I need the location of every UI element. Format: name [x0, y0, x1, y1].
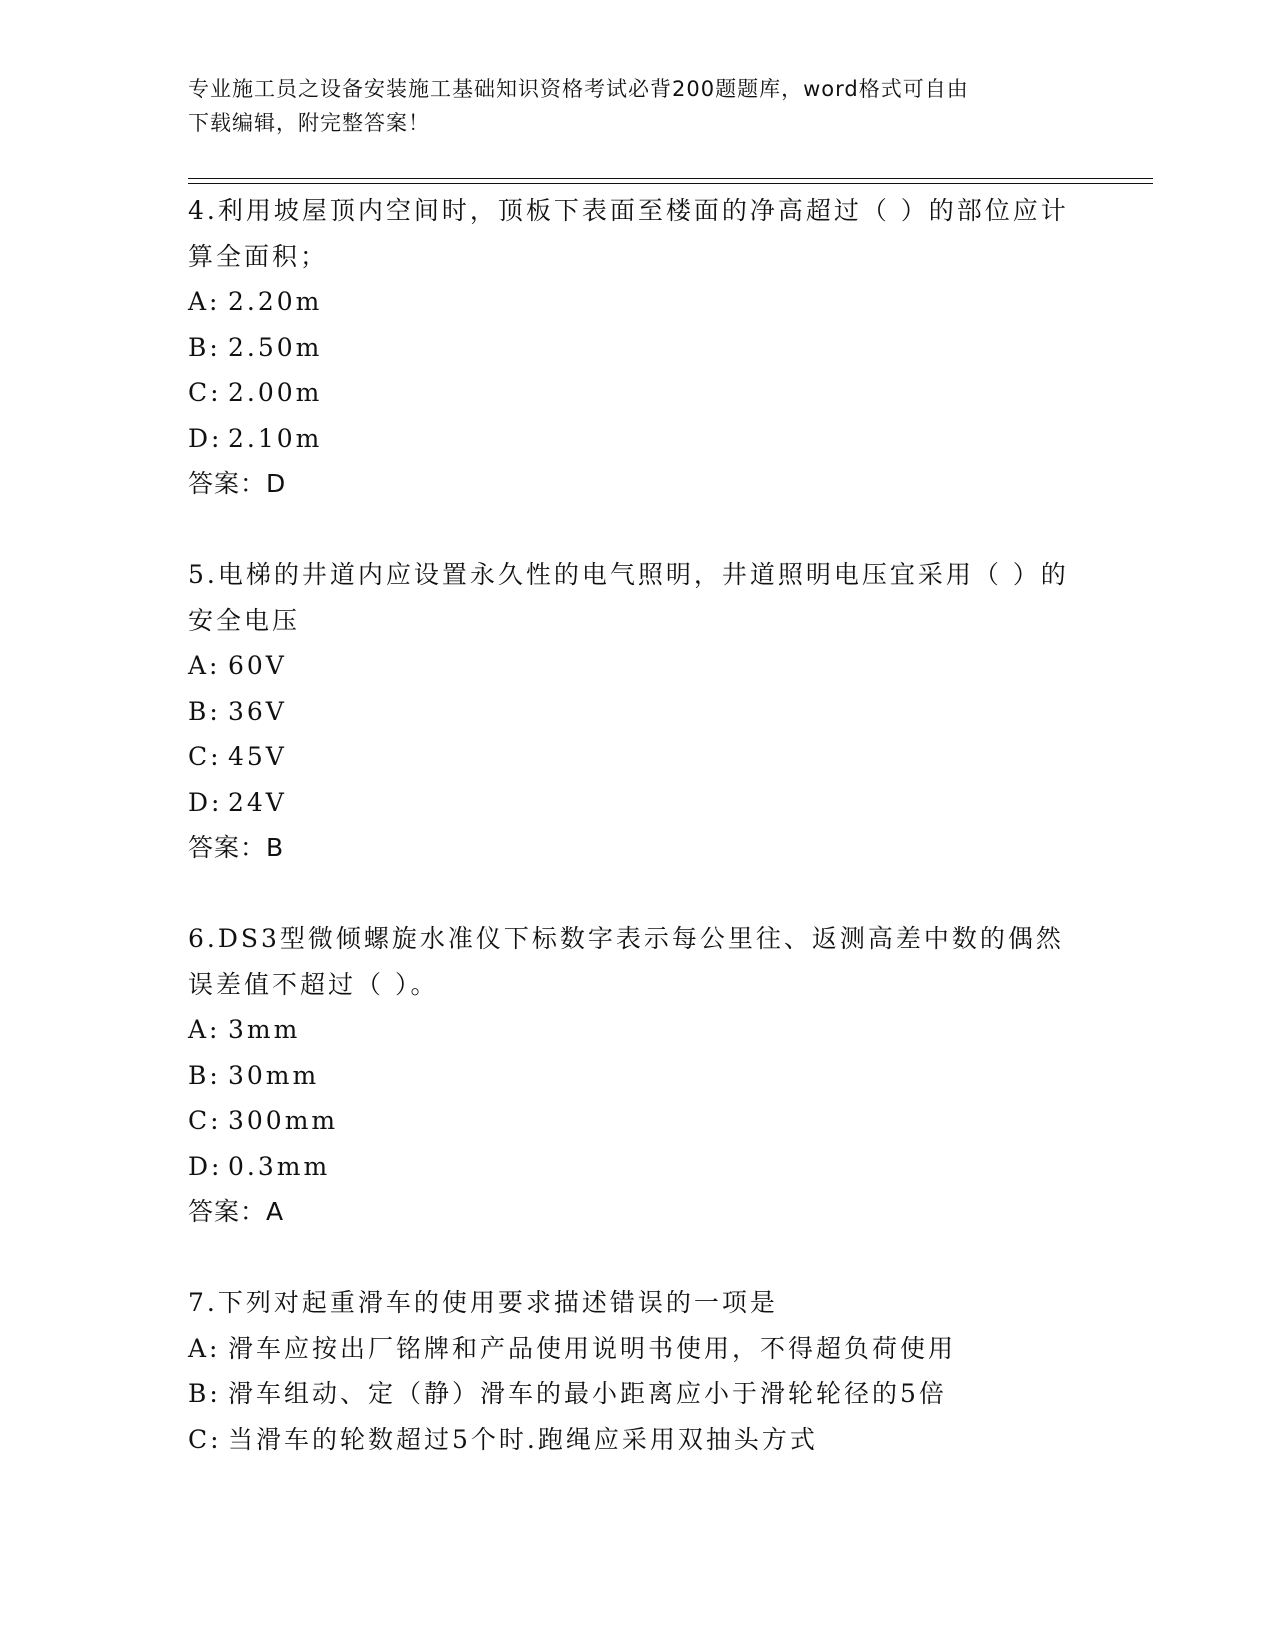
option-label: D: — [188, 787, 223, 817]
answer-line: 答案：A — [188, 1197, 285, 1226]
option-d — [188, 780, 1088, 826]
option-value: 2.50m — [228, 332, 323, 362]
question-7 — [188, 1280, 1088, 1462]
header-divider-top — [188, 178, 1153, 179]
option-value: 2.00m — [228, 378, 323, 407]
question-text: 6.DS3型微倾螺旋水准仪下标数字表示每公里往、返测高差中数的偶然误差值不超过（ ）。 — [188, 924, 1064, 999]
option-value: 2.20m — [228, 287, 323, 316]
option-value: 0.3mm — [228, 1151, 331, 1181]
option-value: 60V — [228, 651, 287, 680]
option-b — [188, 1053, 1088, 1099]
question-text: 7.下列对起重滑车的使用要求描述错误的一项是 — [188, 1288, 778, 1317]
option-value: 滑车应按出厂铭牌和产品使用说明书使用，不得超负荷使用 — [228, 1333, 957, 1363]
question-5 — [188, 552, 1088, 871]
option-c — [188, 734, 1088, 780]
answer-line: 答案：D — [188, 469, 287, 498]
option-label: D: — [188, 423, 223, 453]
option-a — [188, 279, 1088, 325]
option-value: 300mm — [228, 1106, 339, 1135]
option-label: C: — [188, 1106, 222, 1135]
header-line-2: 下载编辑，附完整答案！ — [188, 111, 430, 135]
option-b — [188, 1371, 1088, 1417]
option-label: A: — [188, 1015, 221, 1044]
option-label: A: — [188, 287, 221, 316]
option-value: 3mm — [228, 1015, 301, 1044]
option-label: B: — [188, 696, 221, 726]
option-value: 30mm — [228, 1060, 320, 1090]
option-label: A: — [188, 651, 221, 680]
option-value: 36V — [228, 696, 287, 726]
option-a — [188, 1326, 1088, 1372]
option-value: 2.10m — [228, 423, 323, 453]
question-list — [188, 188, 1088, 1462]
header-divider-bottom — [188, 183, 1153, 184]
option-d — [188, 1144, 1088, 1190]
option-a — [188, 643, 1088, 689]
option-value: 滑车组动、定（静）滑车的最小距离应小于滑轮轮径的5倍 — [228, 1379, 947, 1408]
option-label: C: — [188, 1424, 222, 1454]
option-a — [188, 1007, 1088, 1053]
option-label: D: — [188, 1151, 223, 1181]
option-c — [188, 1417, 1088, 1463]
question-4 — [188, 188, 1088, 507]
option-c — [188, 370, 1088, 416]
header-line-1: 专业施工员之设备安装施工基础知识资格考试必背200题题库，word格式可自由 — [188, 77, 969, 101]
option-label: B: — [188, 1060, 221, 1090]
option-label: A: — [188, 1333, 221, 1363]
option-label: C: — [188, 378, 222, 407]
option-value: 当滑车的轮数超过5个时.跑绳应采用双抽头方式 — [228, 1424, 818, 1454]
option-value: 45V — [228, 742, 287, 771]
option-label: C: — [188, 742, 222, 771]
question-6 — [188, 916, 1088, 1235]
option-value: 24V — [228, 787, 287, 817]
option-label: B: — [188, 332, 221, 362]
option-b — [188, 689, 1088, 735]
document-header — [188, 72, 1088, 140]
answer-line: 答案：B — [188, 833, 285, 862]
option-c — [188, 1098, 1088, 1144]
question-text: 4.利用坡屋顶内空间时，顶板下表面至楼面的净高超过（ ）的部位应计算全面积； — [188, 196, 1069, 271]
question-text: 5.电梯的井道内应设置永久性的电气照明，井道照明电压宜采用（ ）的安全电压 — [188, 560, 1069, 635]
option-label: B: — [188, 1379, 221, 1408]
option-d — [188, 416, 1088, 462]
option-b — [188, 325, 1088, 371]
